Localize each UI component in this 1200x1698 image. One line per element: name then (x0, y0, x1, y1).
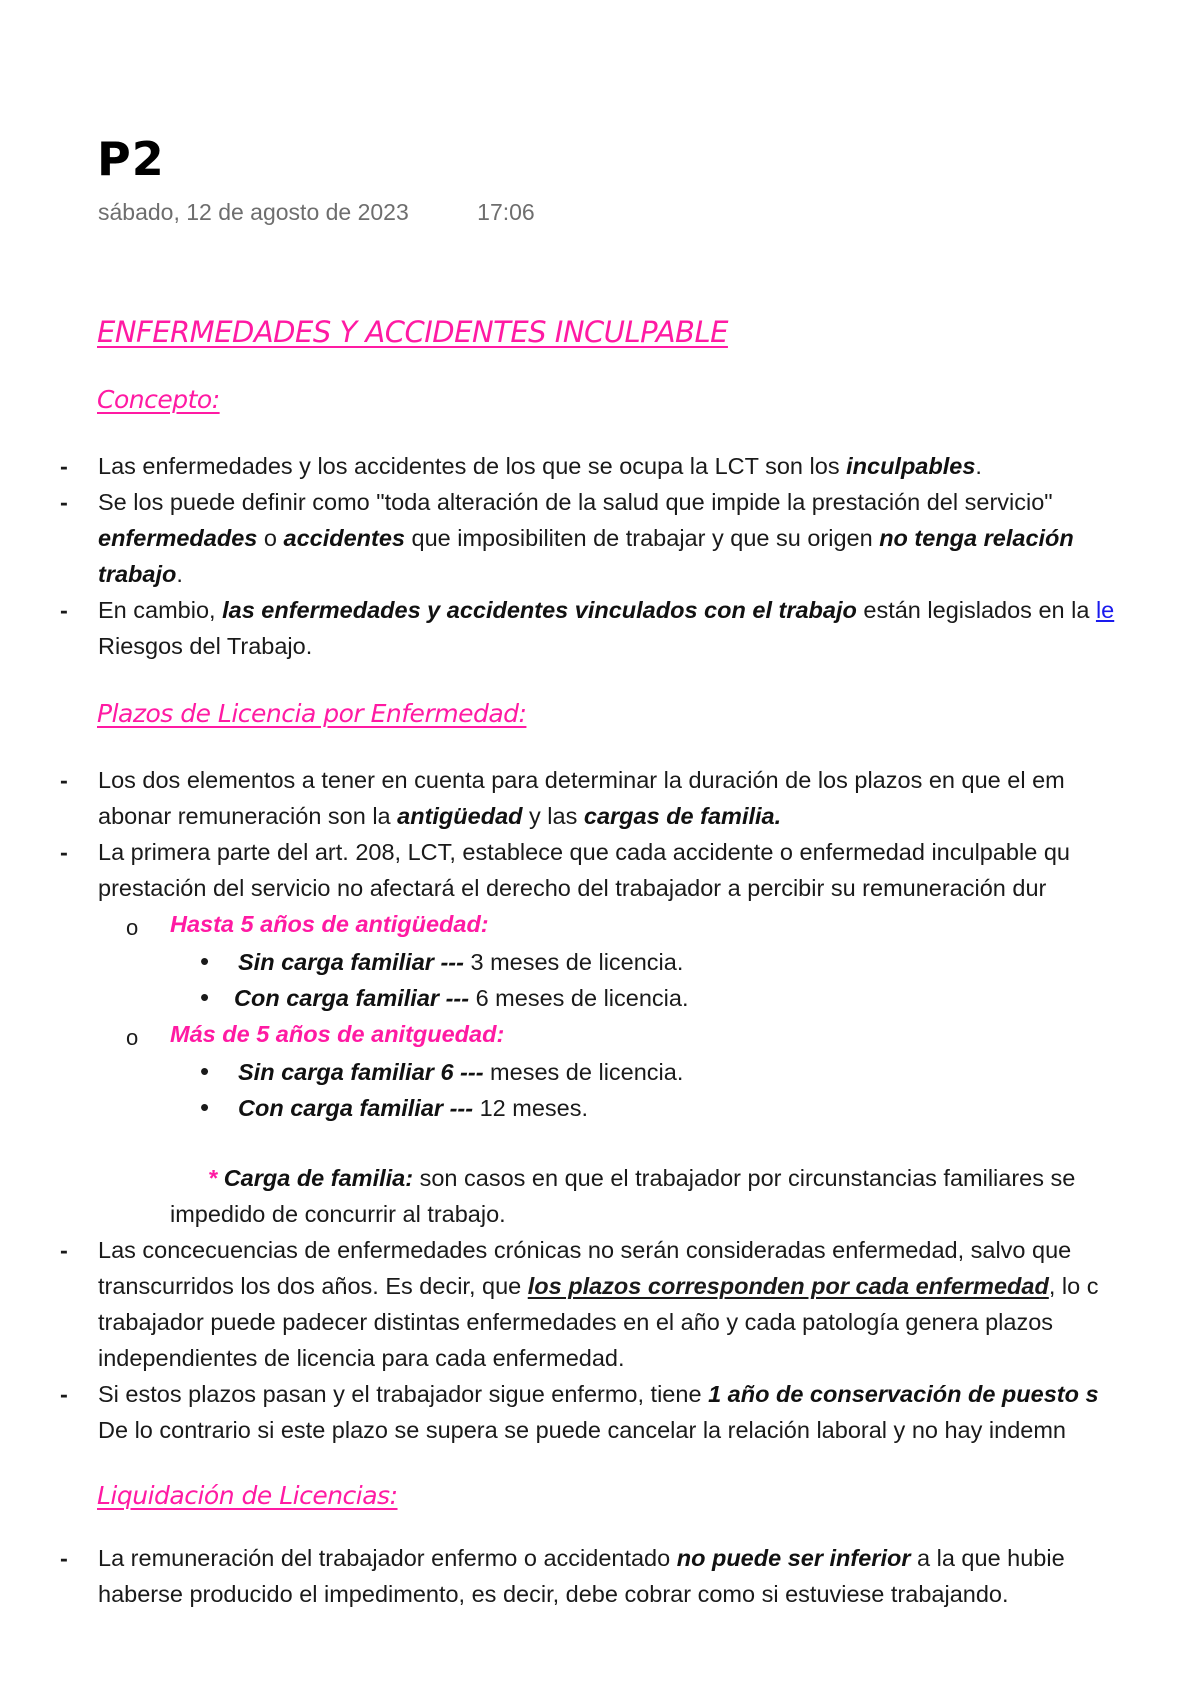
emphasis: no puede ser inferior (676, 1545, 911, 1571)
emphasis: accidentes (283, 525, 405, 551)
text: o (257, 525, 284, 551)
emphasis-underlined: los plazos corresponden por cada enfermedad (527, 1273, 1049, 1299)
text: La remuneración del trabajador enfermo o accidentado (98, 1545, 677, 1571)
subheading-liquidacion: Liquidación de Licencias: (97, 1481, 398, 1510)
text: a la que hubie (910, 1545, 1065, 1571)
circle-bullet: o (126, 915, 139, 940)
text: haberse producido el impedimento, es decir, debe cobrar como si estuviese trabajando. (98, 1581, 1009, 1607)
emphasis: cargas de familia. (583, 803, 782, 829)
text: y las (522, 803, 584, 829)
dot-bullet: • (200, 1092, 210, 1122)
emphasis: 1 año de conservación de puesto s (708, 1381, 1099, 1407)
emphasis: Carga de familia: (223, 1165, 414, 1191)
emphasis: no tenga relación (879, 525, 1074, 551)
dot-bullet: • (200, 946, 210, 976)
text: . (975, 453, 982, 479)
text: Si estos plazos pasan y el trabajador sigue enfermo, tiene (98, 1381, 709, 1407)
emphasis: enfermedades (98, 525, 258, 551)
group-label: Más de 5 años de anitguedad: (170, 1021, 505, 1047)
law-link[interactable]: le (1095, 597, 1115, 623)
page-title: P2 (97, 132, 165, 186)
dash-bullet: - (60, 1545, 68, 1571)
dash-bullet: - (60, 489, 68, 515)
text: Riesgos del Trabajo. (98, 633, 313, 659)
text: son casos en que el trabajador por circunstancias familiares se (413, 1165, 1076, 1191)
text: 12 meses. (473, 1095, 588, 1121)
text: trabajador puede padecer distintas enfermedades en el año y cada patología genera plazos (98, 1309, 1054, 1335)
dot-bullet: • (200, 982, 210, 1012)
section-heading-enfermedades: ENFERMEDADES Y ACCIDENTES INCULPABLE (97, 315, 728, 349)
text: Las enfermedades y los accidentes de los que se ocupa la LCT son los (98, 453, 847, 479)
text: que imposibiliten de trabajar y que su origen (404, 525, 880, 551)
dash-bullet: - (60, 597, 68, 623)
emphasis: Con carga familiar --- (238, 1095, 474, 1121)
text: Los dos elementos a tener en cuenta para determinar la duración de los plazos en que el em (98, 767, 1065, 793)
text: . (176, 561, 183, 587)
emphasis: las enfermedades y accidentes vinculados con el trabajo (222, 597, 857, 623)
asterisk: * (208, 1165, 224, 1191)
emphasis: Sin carga familiar --- (238, 949, 464, 975)
text: 6 meses de licencia. (469, 985, 689, 1011)
text: La primera parte del art. 208, LCT, establece que cada accidente o enfermedad inculpable qu (98, 839, 1070, 865)
text: están legislados en la (856, 597, 1096, 623)
emphasis: trabajo (98, 561, 177, 587)
text: De lo contrario si este plazo se supera se puede cancelar la relación laboral y no hay indemn (98, 1417, 1066, 1443)
note-time: 17:06 (477, 199, 535, 225)
text: Se los puede definir como "toda alteración de la salud que impide la prestación del servicio" (98, 489, 1053, 515)
dash-bullet: - (60, 839, 68, 865)
dash-bullet: - (60, 453, 68, 479)
dash-bullet: - (60, 1381, 68, 1407)
circle-bullet: o (126, 1025, 139, 1050)
text: independientes de licencia para cada enfermedad. (98, 1345, 625, 1371)
text: Las concecuencias de enfermedades crónicas no serán consideradas enfermedad, salvo que (98, 1237, 1072, 1263)
dash-bullet: - (60, 767, 68, 793)
text: , lo c (1048, 1273, 1099, 1299)
group-label: Hasta 5 años de antigüedad: (170, 911, 489, 937)
emphasis: inculpables (846, 453, 976, 479)
note-timestamp (98, 199, 535, 226)
emphasis: antigüedad (397, 803, 523, 829)
text: prestación del servicio no afectará el derecho del trabajador a percibir su remuneración dur (98, 875, 1047, 901)
dash-bullet: - (60, 1237, 68, 1263)
text: meses de licencia. (483, 1059, 684, 1085)
emphasis: Con carga familiar --- (234, 985, 470, 1011)
text: abonar remuneración son la (98, 803, 398, 829)
subheading-concepto: Concepto: (97, 385, 220, 414)
emphasis: Sin carga familiar 6 --- (238, 1059, 484, 1085)
text: transcurridos los dos años. Es decir, que (98, 1273, 528, 1299)
note-date: sábado, 12 de agosto de 2023 (98, 199, 409, 225)
dot-bullet: • (200, 1056, 210, 1086)
text: 3 meses de licencia. (463, 949, 684, 975)
text: impedido de concurrir al trabajo. (170, 1201, 506, 1227)
text: En cambio, (98, 597, 223, 623)
subheading-plazos: Plazos de Licencia por Enfermedad: (97, 699, 527, 728)
